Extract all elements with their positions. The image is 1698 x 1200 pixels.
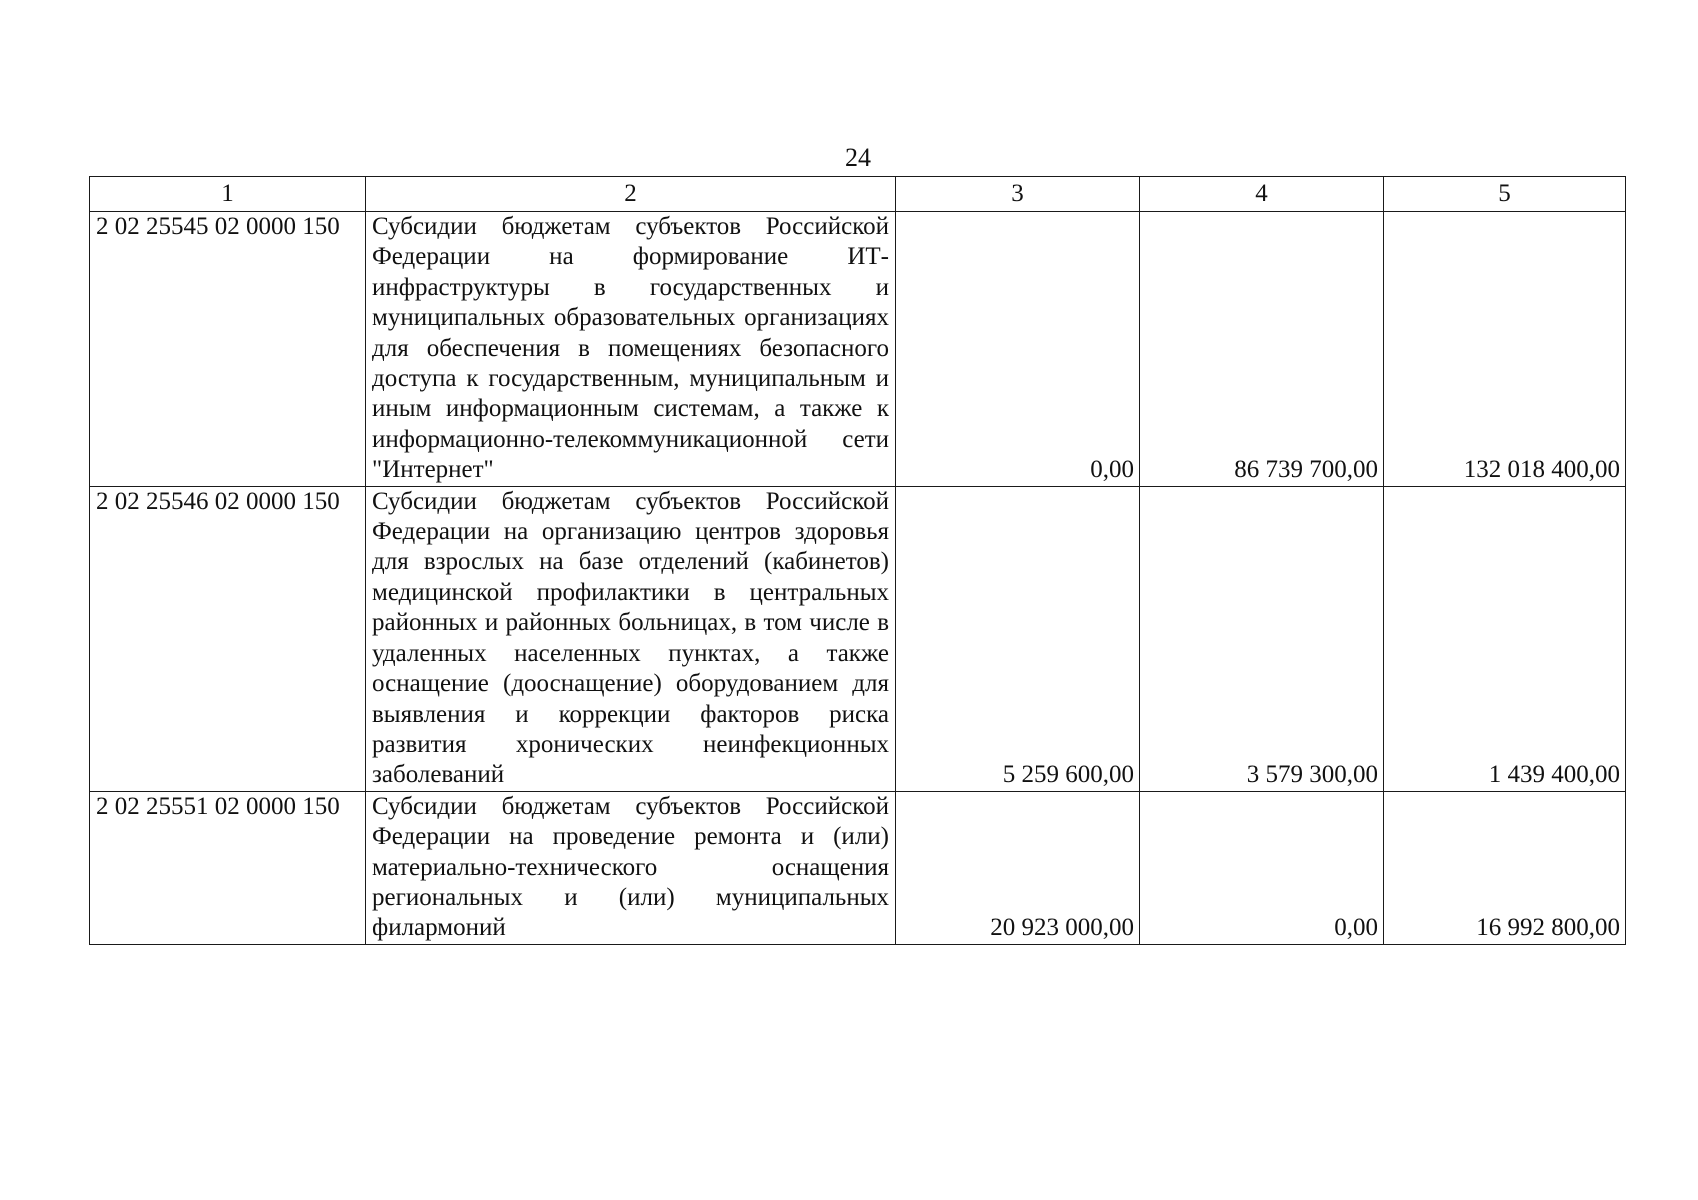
amount-col3: 0,00 [896, 212, 1140, 487]
budget-code: 2 02 25545 02 0000 150 [90, 212, 366, 487]
subsidy-description: Субсидии бюджетам субъектов Российской Федерации на формирование ИТ-инфраструктуры в государственных и муниципальных образовательных организациях для обеспечения в помещениях безопасного доступа к государственным, муниципальным и иным информационным системам, а также к информационно-телекоммуникационной сети "Интернет" [366, 212, 896, 487]
column-header-3: 3 [896, 177, 1140, 212]
amount-col4: 86 739 700,00 [1140, 212, 1384, 487]
amount-col4: 0,00 [1140, 791, 1384, 944]
subsidy-description: Субсидии бюджетам субъектов Российской Федерации на организацию центров здоровья для взрослых на базе отделений (кабинетов) медицинской профилактики в центральных районных и районных больницах, в том числе в удаленных населенных пунктах, а также оснащение (дооснащение) оборудованием для выявления и коррекции факторов риска развития хронических неинфекционных заболеваний [366, 486, 896, 791]
budget-code: 2 02 25546 02 0000 150 [90, 486, 366, 791]
amount-col5: 16 992 800,00 [1384, 791, 1626, 944]
amount-col5: 1 439 400,00 [1384, 486, 1626, 791]
amount-col3: 20 923 000,00 [896, 791, 1140, 944]
subsidy-description: Субсидии бюджетам субъектов Российской Федерации на проведение ремонта и (или) материально-технического оснащения региональных и (или) муниципальных филармоний [366, 791, 896, 944]
page-number: 24 [845, 143, 871, 172]
table-row [90, 791, 1626, 944]
column-header-1: 1 [90, 177, 366, 212]
table-row [90, 212, 1626, 487]
amount-col4: 3 579 300,00 [1140, 486, 1384, 791]
column-header-2: 2 [366, 177, 896, 212]
amount-col3: 5 259 600,00 [896, 486, 1140, 791]
column-header-5: 5 [1384, 177, 1626, 212]
budget-table [89, 176, 1626, 945]
table-header-row [90, 177, 1626, 212]
table-row [90, 486, 1626, 791]
budget-code: 2 02 25551 02 0000 150 [90, 791, 366, 944]
column-header-4: 4 [1140, 177, 1384, 212]
amount-col5: 132 018 400,00 [1384, 212, 1626, 487]
